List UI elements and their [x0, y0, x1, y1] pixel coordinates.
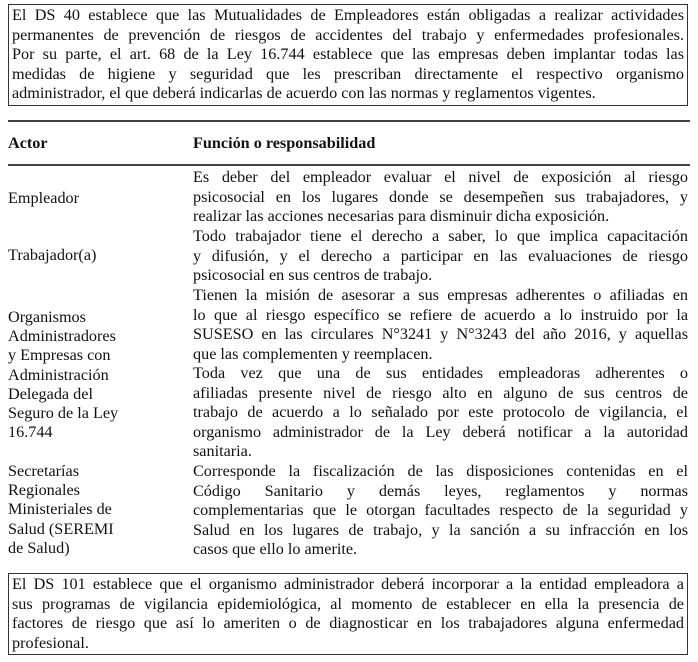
- function-line: y difusión, y el derecho a participar en las evaluaciones de riesgo: [193, 246, 688, 265]
- actor-line: Secretarías: [8, 462, 80, 480]
- function-line: complementarias que le otorgan facultades respecto de la seguridad y: [193, 501, 688, 519]
- actor-line: Ministeriales de: [8, 500, 112, 519]
- function-cell: [193, 462, 688, 560]
- actor-line: Trabajador(a): [8, 246, 97, 264]
- note-line: medidas de higiene y seguridad que les prescriban directamente el respectivo organismo: [12, 64, 684, 83]
- actor-line: Empleador: [8, 189, 80, 207]
- function-line: psicosocial en los lugares donde se desempeñen sus trabajadores, y: [193, 187, 688, 206]
- function-line: Toda vez que una de sus entidades empleadoras adherentes o: [193, 364, 688, 382]
- note-line: administrador, el que deberá indicarlas de acuerdo con las normas y reglamentos vigentes.: [12, 84, 596, 102]
- actor-cell: [8, 308, 188, 442]
- function-line: organismo administrador de la Ley deberá notificar a la autoridad: [193, 422, 688, 441]
- function-line: afiliadas presente nivel de riesgo alto en alguno de sus centros de: [193, 383, 688, 402]
- actor-line: Delegada del: [8, 384, 93, 403]
- function-line: Código Sanitario y demás leyes, reglamentos y normas: [193, 481, 688, 500]
- actor-line: Administradores: [8, 327, 116, 346]
- note-line: profesional.: [12, 633, 89, 652]
- actor-line: Administración: [8, 365, 109, 384]
- header-function: Función o responsabilidad: [193, 134, 376, 152]
- table-top-rule: [8, 120, 690, 122]
- actor-line: Organismos: [8, 308, 86, 326]
- actor-line: de Salud): [8, 538, 70, 557]
- function-line: Salud en los lugares de trabajo, y la sanción a su infracción en los: [193, 520, 688, 539]
- note-line: El DS 101 establece que el organismo administrador deberá incorporar a la entidad empleadora a: [12, 575, 684, 593]
- function-line: Es deber del empleador evaluar el nivel de exposición al riesgo: [193, 168, 688, 186]
- actor-cell: [8, 462, 188, 558]
- function-line: trabajo de acuerdo a lo señalado por este protocolo de vigilancia, el: [193, 403, 688, 421]
- function-line: Corresponde la fiscalización de las disposiciones contenidas en el: [193, 462, 688, 480]
- actor-line: 16.744: [8, 423, 53, 442]
- actor-line: Seguro de la Ley: [8, 403, 119, 422]
- note-line: sus programas de vigilancia epidemiológica, al momento de establecer en ella la presencia de: [12, 594, 684, 613]
- table-header-rule: [8, 164, 690, 166]
- function-line: lo que al riesgo específico se refiere de acuerdo a lo instruido por la: [193, 305, 688, 324]
- actor-cell: [8, 246, 188, 265]
- actor-line: Salud (SEREMI: [8, 519, 114, 538]
- function-cell: [193, 286, 688, 462]
- function-cell: [193, 227, 688, 286]
- ds101-note-box: [8, 573, 688, 655]
- header-actor: Actor: [8, 134, 48, 152]
- function-line: realizar las acciones necesarias para disminuir dicha exposición.: [193, 207, 610, 225]
- note-line: factores de riesgo que así lo ameriten o de diagnosticar en los trabajadores alguna enfermedad: [12, 614, 684, 632]
- ds40-note-box: [8, 4, 688, 106]
- function-cell: [193, 168, 688, 227]
- function-line: casos que ello lo amerite.: [193, 540, 358, 558]
- actor-line: Regionales: [8, 481, 80, 500]
- note-line: permanentes de prevención de riesgos de accidentes del trabajo y enfermedades profesionales.: [12, 25, 684, 44]
- function-line: SUSESO en las circulares N°3241 y N°3243 del año 2016, y aquellas: [193, 325, 688, 343]
- function-line: Todo trabajador tiene el derecho a saber, lo que implica capacitación: [193, 227, 688, 245]
- note-line: El DS 40 establece que las Mutualidades de Empleadores están obligadas a realizar actividades: [12, 6, 684, 24]
- function-line: sanitaria.: [193, 442, 252, 460]
- actor-cell: [8, 189, 188, 208]
- actor-line: y Empresas con: [8, 346, 111, 365]
- function-line: psicosocial en sus centros de trabajo.: [193, 266, 433, 284]
- note-line: Por su parte, el art. 68 de la Ley 16.744 establece que las empresas deben implantar todas las: [12, 45, 684, 63]
- function-line: que las complementen y reemplacen.: [193, 344, 433, 363]
- function-line: Tienen la misión de asesorar a sus empresas adherentes o afiliadas en: [193, 286, 688, 304]
